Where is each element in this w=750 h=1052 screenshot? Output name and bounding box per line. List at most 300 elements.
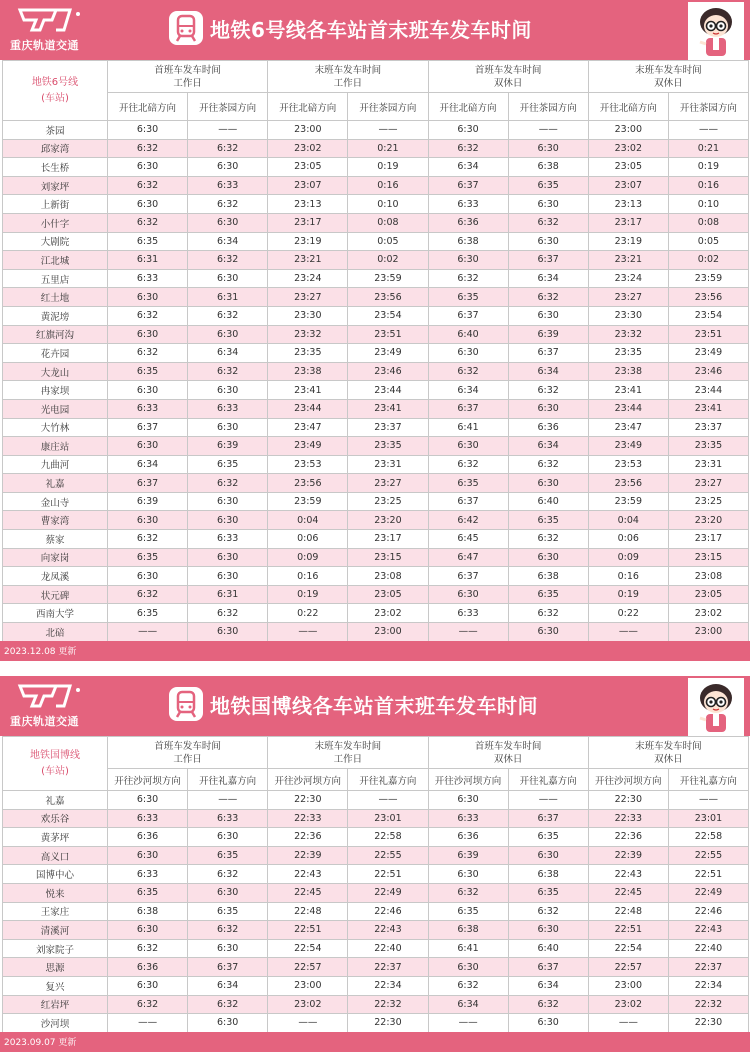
time-cell: —— [108, 623, 188, 642]
time-cell: 23:01 [668, 809, 748, 828]
time-cell: 23:37 [348, 418, 428, 437]
time-cell: 6:32 [508, 455, 588, 474]
time-cell: 22:48 [268, 902, 348, 921]
time-cell: 6:32 [428, 883, 508, 902]
time-cell: 6:32 [508, 995, 588, 1014]
time-cell: 6:30 [108, 288, 188, 307]
time-cell: 6:30 [508, 474, 588, 493]
station-name: 欢乐谷 [3, 809, 108, 828]
time-cell: 6:40 [508, 939, 588, 958]
station-name: 状元碑 [3, 585, 108, 604]
time-cell: 6:33 [188, 176, 268, 195]
time-cell: 6:39 [428, 846, 508, 865]
station-name: 小什字 [3, 213, 108, 232]
time-cell: 22:49 [348, 883, 428, 902]
table-row [3, 474, 749, 493]
time-cell: 6:32 [508, 604, 588, 623]
station-name: 大龙山 [3, 362, 108, 381]
brand-name: 重庆轨道交通 [10, 39, 79, 52]
time-cell: 6:40 [428, 325, 508, 344]
table-row [3, 176, 749, 195]
group-header: 末班车发车时间 双休日 [588, 737, 748, 769]
time-cell: 23:13 [268, 195, 348, 214]
time-cell: 23:56 [348, 288, 428, 307]
time-cell: 23:30 [588, 306, 668, 325]
time-cell: 6:30 [428, 251, 508, 270]
time-cell: 23:05 [668, 585, 748, 604]
time-cell: 22:51 [268, 921, 348, 940]
time-cell: 6:37 [428, 399, 508, 418]
station-name: 礼嘉 [3, 474, 108, 493]
time-cell: —— [108, 1014, 188, 1033]
time-cell: 6:30 [188, 511, 268, 530]
time-cell: 6:30 [428, 585, 508, 604]
time-cell: 6:33 [108, 269, 188, 288]
time-cell: 6:30 [108, 437, 188, 456]
station-name: 刘家坪 [3, 176, 108, 195]
time-cell: 6:32 [508, 902, 588, 921]
time-cell: 6:35 [108, 604, 188, 623]
time-cell: 23:59 [588, 492, 668, 511]
time-cell: 22:39 [588, 846, 668, 865]
time-cell: 23:59 [268, 492, 348, 511]
time-cell: 23:19 [588, 232, 668, 251]
table-row [3, 585, 749, 604]
time-cell: 6:33 [428, 809, 508, 828]
time-cell: 23:44 [668, 381, 748, 400]
table-row [3, 1014, 749, 1033]
time-cell: 6:33 [188, 809, 268, 828]
time-cell: 6:30 [428, 121, 508, 140]
time-cell: 22:49 [668, 883, 748, 902]
time-cell: 23:17 [348, 530, 428, 549]
time-cell: 0:04 [588, 511, 668, 530]
time-cell: 6:33 [108, 809, 188, 828]
station-name: 清溪河 [3, 921, 108, 940]
time-cell: 6:30 [188, 418, 268, 437]
time-cell: 6:32 [108, 530, 188, 549]
time-cell: 0:08 [348, 213, 428, 232]
time-cell: 22:34 [668, 976, 748, 995]
time-cell: 23:05 [588, 158, 668, 177]
station-column-header: 地铁6号线 (车站) [3, 61, 108, 121]
time-cell: 6:34 [188, 344, 268, 363]
time-cell: 6:30 [188, 548, 268, 567]
brand-name: 重庆轨道交通 [10, 715, 79, 728]
time-cell: 23:46 [348, 362, 428, 381]
group-header: 末班车发车时间 工作日 [268, 61, 428, 93]
station-name: 思源 [3, 958, 108, 977]
time-cell: 6:35 [428, 902, 508, 921]
time-cell: 6:35 [108, 232, 188, 251]
time-cell: 6:41 [428, 418, 508, 437]
time-cell: 6:32 [188, 251, 268, 270]
time-cell: 23:27 [348, 474, 428, 493]
time-cell: 0:21 [348, 139, 428, 158]
time-cell: 6:30 [508, 1014, 588, 1033]
time-cell: —— [348, 791, 428, 810]
time-cell: 6:32 [108, 306, 188, 325]
time-cell: 0:06 [588, 530, 668, 549]
time-cell: 23:49 [588, 437, 668, 456]
time-cell: 6:30 [108, 791, 188, 810]
group-header: 首班车发车时间 双休日 [428, 61, 588, 93]
time-cell: 6:37 [188, 958, 268, 977]
time-cell: 22:55 [668, 846, 748, 865]
time-cell: 22:57 [588, 958, 668, 977]
time-cell: 23:44 [348, 381, 428, 400]
time-cell: 6:30 [108, 121, 188, 140]
time-cell: 23:17 [268, 213, 348, 232]
station-name: 曹家湾 [3, 511, 108, 530]
time-cell: 0:21 [668, 139, 748, 158]
time-cell: 23:20 [668, 511, 748, 530]
time-cell: 22:36 [268, 828, 348, 847]
station-name: 长生桥 [3, 158, 108, 177]
time-cell: 6:31 [188, 585, 268, 604]
station-name: 红土地 [3, 288, 108, 307]
direction-header: 开往沙河坝方向 [268, 769, 348, 791]
group-header: 末班车发车时间 工作日 [268, 737, 428, 769]
table-row [3, 567, 749, 586]
mascot-icon [688, 678, 744, 736]
time-cell: 0:05 [668, 232, 748, 251]
station-name: 红旗河沟 [3, 325, 108, 344]
time-cell: 23:59 [348, 269, 428, 288]
table-row [3, 976, 749, 995]
time-cell: 6:30 [508, 846, 588, 865]
time-cell: 6:32 [188, 921, 268, 940]
time-cell: 0:19 [668, 158, 748, 177]
time-cell: 23:00 [588, 976, 668, 995]
time-cell: —— [588, 623, 668, 642]
time-cell: 6:30 [428, 791, 508, 810]
time-cell: 23:56 [588, 474, 668, 493]
group-header: 末班车发车时间 双休日 [588, 61, 748, 93]
time-cell: 6:30 [508, 548, 588, 567]
station-name: 金山寺 [3, 492, 108, 511]
time-cell: 22:34 [348, 976, 428, 995]
time-cell: 23:07 [268, 176, 348, 195]
time-cell: 23:24 [268, 269, 348, 288]
time-cell: 23:31 [668, 455, 748, 474]
time-cell: 6:36 [508, 418, 588, 437]
station-name: 沙河坝 [3, 1014, 108, 1033]
time-cell: 6:35 [508, 585, 588, 604]
time-cell: 6:30 [108, 846, 188, 865]
time-cell: 22:46 [348, 902, 428, 921]
time-cell: 0:05 [348, 232, 428, 251]
time-cell: 22:37 [668, 958, 748, 977]
time-cell: 23:00 [268, 976, 348, 995]
time-cell: 22:46 [668, 902, 748, 921]
update-date: 2023.12.08 更新 [4, 647, 77, 657]
time-cell: 23:20 [348, 511, 428, 530]
guobo-header [0, 676, 750, 736]
time-cell: —— [428, 623, 508, 642]
time-cell: —— [668, 121, 748, 140]
time-cell: 23:02 [668, 604, 748, 623]
direction-header: 开往沙河坝方向 [428, 769, 508, 791]
time-cell: 6:33 [108, 865, 188, 884]
table-row [3, 306, 749, 325]
time-cell: 6:32 [508, 381, 588, 400]
table-row [3, 139, 749, 158]
time-cell: 6:39 [108, 492, 188, 511]
time-cell: 6:30 [428, 437, 508, 456]
table-row [3, 213, 749, 232]
time-cell: 6:34 [428, 995, 508, 1014]
time-cell: 6:37 [428, 492, 508, 511]
time-cell: 23:41 [588, 381, 668, 400]
time-cell: 0:16 [348, 176, 428, 195]
time-cell: 0:10 [348, 195, 428, 214]
time-cell: 23:54 [348, 306, 428, 325]
direction-header: 开往礼嘉方向 [188, 769, 268, 791]
time-cell: 22:33 [588, 809, 668, 828]
time-cell: 6:30 [108, 921, 188, 940]
station-name: 复兴 [3, 976, 108, 995]
time-cell: 6:35 [428, 288, 508, 307]
time-cell: —— [348, 121, 428, 140]
table-row [3, 623, 749, 642]
table-row [3, 865, 749, 884]
time-cell: 6:30 [108, 976, 188, 995]
table-row [3, 921, 749, 940]
time-cell: 6:30 [508, 232, 588, 251]
time-cell: 6:37 [428, 176, 508, 195]
time-cell: 23:17 [588, 213, 668, 232]
time-cell: 23:46 [668, 362, 748, 381]
time-cell: 0:08 [668, 213, 748, 232]
time-cell: 6:34 [188, 976, 268, 995]
time-cell: 6:38 [508, 865, 588, 884]
station-name: 上新街 [3, 195, 108, 214]
station-name: 光电园 [3, 399, 108, 418]
table-row [3, 530, 749, 549]
direction-header: 开往沙河坝方向 [108, 769, 188, 791]
direction-header: 开往北碚方向 [268, 93, 348, 121]
table-row [3, 939, 749, 958]
station-name: 高义口 [3, 846, 108, 865]
time-cell: 6:30 [108, 195, 188, 214]
time-cell: 6:33 [188, 530, 268, 549]
time-cell: 23:41 [668, 399, 748, 418]
time-cell: 6:32 [428, 269, 508, 288]
time-cell: 23:47 [588, 418, 668, 437]
table-row [3, 344, 749, 363]
page-title: 地铁6号线各车站首末班车发车时间 [210, 18, 532, 42]
time-cell: 0:19 [268, 585, 348, 604]
table-row [3, 846, 749, 865]
station-name: 大剧院 [3, 232, 108, 251]
table-row [3, 418, 749, 437]
metro-logo-icon [10, 682, 90, 730]
time-cell: 0:16 [668, 176, 748, 195]
time-cell: 23:51 [668, 325, 748, 344]
station-name: 北碚 [3, 623, 108, 642]
time-cell: 22:39 [268, 846, 348, 865]
table-row [3, 381, 749, 400]
station-name: 刘家院子 [3, 939, 108, 958]
time-cell: 6:33 [188, 399, 268, 418]
time-cell: 6:33 [428, 195, 508, 214]
time-cell: 6:30 [428, 344, 508, 363]
time-cell: 6:34 [428, 381, 508, 400]
time-cell: 22:32 [668, 995, 748, 1014]
time-cell: 6:32 [108, 213, 188, 232]
time-cell: 6:30 [108, 381, 188, 400]
station-name: 黄泥塝 [3, 306, 108, 325]
time-cell: 6:33 [428, 604, 508, 623]
station-name: 康庄站 [3, 437, 108, 456]
time-cell: 23:38 [268, 362, 348, 381]
time-cell: 6:33 [108, 399, 188, 418]
time-cell: 6:30 [508, 921, 588, 940]
time-cell: 23:19 [268, 232, 348, 251]
time-cell: 6:37 [108, 418, 188, 437]
time-cell: 6:32 [188, 195, 268, 214]
time-cell: 6:38 [108, 902, 188, 921]
station-name: 黄茅坪 [3, 828, 108, 847]
time-cell: 23:35 [668, 437, 748, 456]
time-cell: 6:34 [508, 362, 588, 381]
time-cell: 6:30 [188, 325, 268, 344]
direction-header: 开往北碚方向 [428, 93, 508, 121]
time-cell: 23:01 [348, 809, 428, 828]
time-cell: 6:41 [428, 939, 508, 958]
time-cell: 6:31 [188, 288, 268, 307]
table-row [3, 995, 749, 1014]
time-cell: 6:30 [188, 158, 268, 177]
time-cell: 22:57 [268, 958, 348, 977]
time-cell: —— [188, 121, 268, 140]
time-cell: 23:49 [668, 344, 748, 363]
table-row [3, 883, 749, 902]
station-name: 茶园 [3, 121, 108, 140]
time-cell: 6:35 [108, 362, 188, 381]
station-name: 龙凤溪 [3, 567, 108, 586]
time-cell: 23:00 [268, 121, 348, 140]
station-name: 向家岗 [3, 548, 108, 567]
time-cell: 22:30 [668, 1014, 748, 1033]
time-cell: 6:30 [188, 1014, 268, 1033]
station-name: 五里店 [3, 269, 108, 288]
time-cell: 22:32 [348, 995, 428, 1014]
time-cell: 0:06 [268, 530, 348, 549]
time-cell: 6:35 [188, 902, 268, 921]
time-cell: 6:36 [428, 828, 508, 847]
time-cell: 23:21 [588, 251, 668, 270]
metro-logo-icon [10, 6, 90, 54]
time-cell: 23:41 [268, 381, 348, 400]
direction-header-row [3, 769, 749, 791]
time-cell: 23:32 [268, 325, 348, 344]
direction-header-row [3, 93, 749, 121]
time-cell: 22:43 [268, 865, 348, 884]
time-cell: 6:32 [108, 139, 188, 158]
time-cell: —— [668, 791, 748, 810]
time-cell: 6:35 [508, 176, 588, 195]
time-cell: 0:02 [668, 251, 748, 270]
update-date: 2023.09.07 更新 [4, 1038, 77, 1048]
time-cell: —— [588, 1014, 668, 1033]
time-cell: 6:35 [188, 846, 268, 865]
station-name: 冉家坝 [3, 381, 108, 400]
table-row [3, 511, 749, 530]
time-cell: 6:32 [108, 585, 188, 604]
time-cell: 22:51 [668, 865, 748, 884]
time-cell: 6:37 [508, 809, 588, 828]
direction-header: 开往北碚方向 [588, 93, 668, 121]
time-cell: 0:22 [268, 604, 348, 623]
table-row [3, 399, 749, 418]
time-cell: 6:35 [188, 455, 268, 474]
time-cell: 6:32 [428, 362, 508, 381]
time-cell: 23:56 [268, 474, 348, 493]
time-cell: 23:54 [668, 306, 748, 325]
time-cell: 6:30 [188, 213, 268, 232]
time-cell: 6:30 [188, 828, 268, 847]
time-cell: 22:43 [588, 865, 668, 884]
time-cell: —— [508, 791, 588, 810]
time-cell: 6:38 [508, 567, 588, 586]
time-cell: 6:38 [508, 158, 588, 177]
station-name: 九曲河 [3, 455, 108, 474]
time-cell: 6:32 [508, 530, 588, 549]
table-row [3, 269, 749, 288]
time-cell: 6:32 [188, 995, 268, 1014]
table-row [3, 958, 749, 977]
time-cell: 6:34 [188, 232, 268, 251]
time-cell: 23:13 [588, 195, 668, 214]
time-cell: 6:32 [508, 213, 588, 232]
time-cell: 6:32 [108, 939, 188, 958]
time-cell: 6:35 [428, 474, 508, 493]
time-cell: 23:05 [348, 585, 428, 604]
time-cell: 23:07 [588, 176, 668, 195]
time-cell: 6:30 [188, 883, 268, 902]
time-cell: 22:45 [588, 883, 668, 902]
table-row [3, 195, 749, 214]
time-cell: 6:37 [508, 958, 588, 977]
direction-header: 开往沙河坝方向 [588, 769, 668, 791]
mascot-icon [688, 2, 744, 60]
time-cell: 23:02 [348, 604, 428, 623]
time-cell: 6:30 [188, 381, 268, 400]
time-cell: 23:15 [348, 548, 428, 567]
table-row [3, 232, 749, 251]
time-cell: 23:02 [588, 995, 668, 1014]
page-title: 地铁国博线各车站首末班车发车时间 [210, 694, 538, 718]
time-cell: 23:15 [668, 548, 748, 567]
time-cell: 22:30 [588, 791, 668, 810]
time-cell: 23:00 [668, 623, 748, 642]
time-cell: 23:38 [588, 362, 668, 381]
table-row [3, 437, 749, 456]
time-cell: 6:32 [188, 865, 268, 884]
time-cell: 23:17 [668, 530, 748, 549]
time-cell: 6:32 [188, 362, 268, 381]
time-cell: 6:37 [428, 567, 508, 586]
group-header: 首班车发车时间 工作日 [108, 61, 268, 93]
time-cell: 6:30 [428, 958, 508, 977]
station-name: 礼嘉 [3, 791, 108, 810]
time-cell: 22:55 [348, 846, 428, 865]
station-name: 西南大学 [3, 604, 108, 623]
time-cell: 0:22 [588, 604, 668, 623]
time-cell: 6:37 [508, 251, 588, 270]
